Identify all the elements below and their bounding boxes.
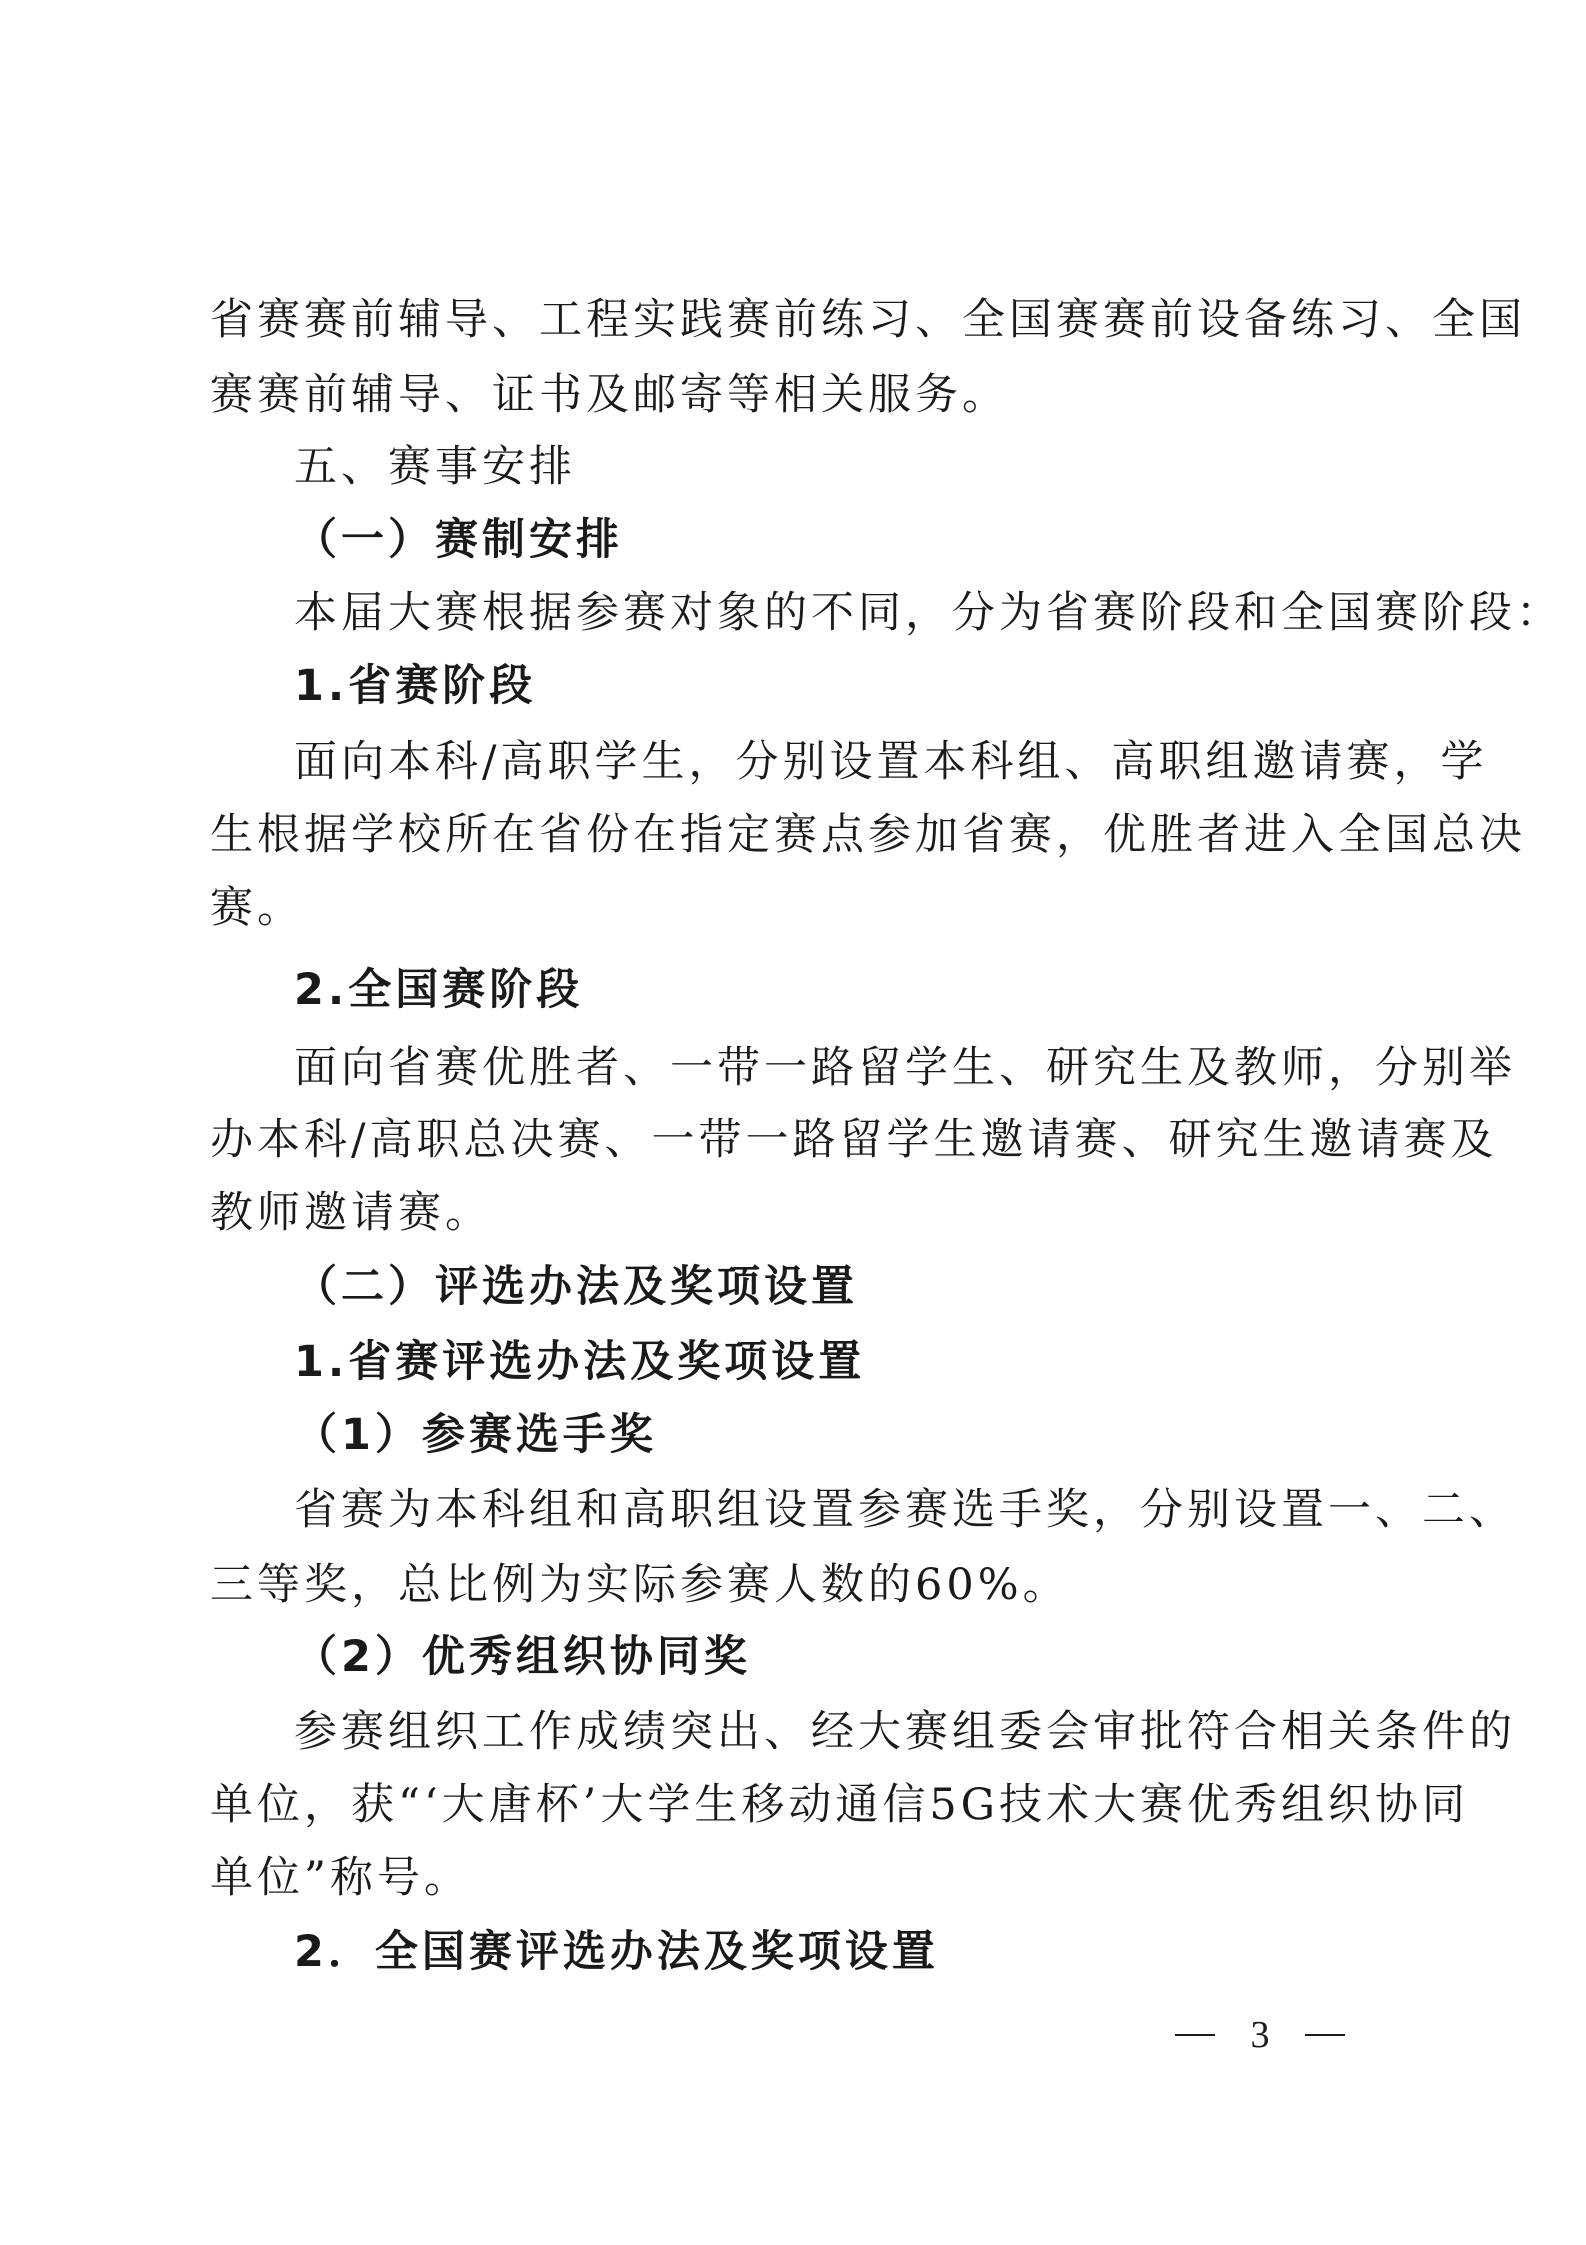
subsection-heading: （一）赛制安排 <box>294 515 623 565</box>
footer-dash <box>1305 2034 1345 2036</box>
section-heading: 五、赛事安排 <box>294 442 576 492</box>
subsection-heading: 2.全国赛阶段 <box>294 965 584 1015</box>
body-text-line: 面向本科/高职学生，分别设置本科组、高职组邀请赛，学 <box>294 737 1488 787</box>
body-text-line: 单位，获“‘大唐杯’大学生移动通信5G技术大赛优秀组织协同 <box>210 1780 1470 1830</box>
subsection-heading: 1.省赛阶段 <box>294 661 537 711</box>
page-number: 3 <box>1250 2014 1270 2056</box>
footer-dash <box>1175 2034 1215 2036</box>
body-text-line: 省赛赛前辅导、工程实践赛前练习、全国赛赛前设备练习、全国 <box>210 295 1526 345</box>
body-text-line: 单位”称号。 <box>210 1853 471 1903</box>
page-footer <box>1175 2010 1345 2060</box>
body-text-line: 赛赛前辅导、证书及邮寄等相关服务。 <box>210 370 1009 420</box>
body-text-line: 面向省赛优胜者、一带一路留学生、研究生及教师，分别举 <box>294 1043 1516 1093</box>
body-text-line: 生根据学校所在省份在指定赛点参加省赛，优胜者进入全国总决 <box>210 810 1526 860</box>
body-text-line: 办本科/高职总决赛、一带一路留学生邀请赛、研究生邀请赛及 <box>210 1115 1498 1165</box>
subsection-heading: （1）参赛选手奖 <box>294 1410 657 1460</box>
body-text-line: 省赛为本科组和高职组设置参赛选手奖，分别设置一、二、 <box>294 1485 1516 1535</box>
body-text-line: 本届大赛根据参赛对象的不同，分为省赛阶段和全国赛阶段： <box>294 588 1563 638</box>
subsection-heading: （2）优秀组织协同奖 <box>294 1632 751 1682</box>
body-text-line: 三等奖，总比例为实际参赛人数的60%。 <box>210 1560 1070 1610</box>
body-text-line: 参赛组织工作成绩突出、经大赛组委会审批符合相关条件的 <box>294 1707 1516 1757</box>
body-text-line: 赛。 <box>210 883 304 933</box>
subsection-heading: 2．全国赛评选办法及奖项设置 <box>294 1927 939 1977</box>
subsection-heading: （二）评选办法及奖项设置 <box>294 1262 858 1312</box>
subsection-heading: 1.省赛评选办法及奖项设置 <box>294 1337 866 1387</box>
body-text-line: 教师邀请赛。 <box>210 1188 492 1238</box>
